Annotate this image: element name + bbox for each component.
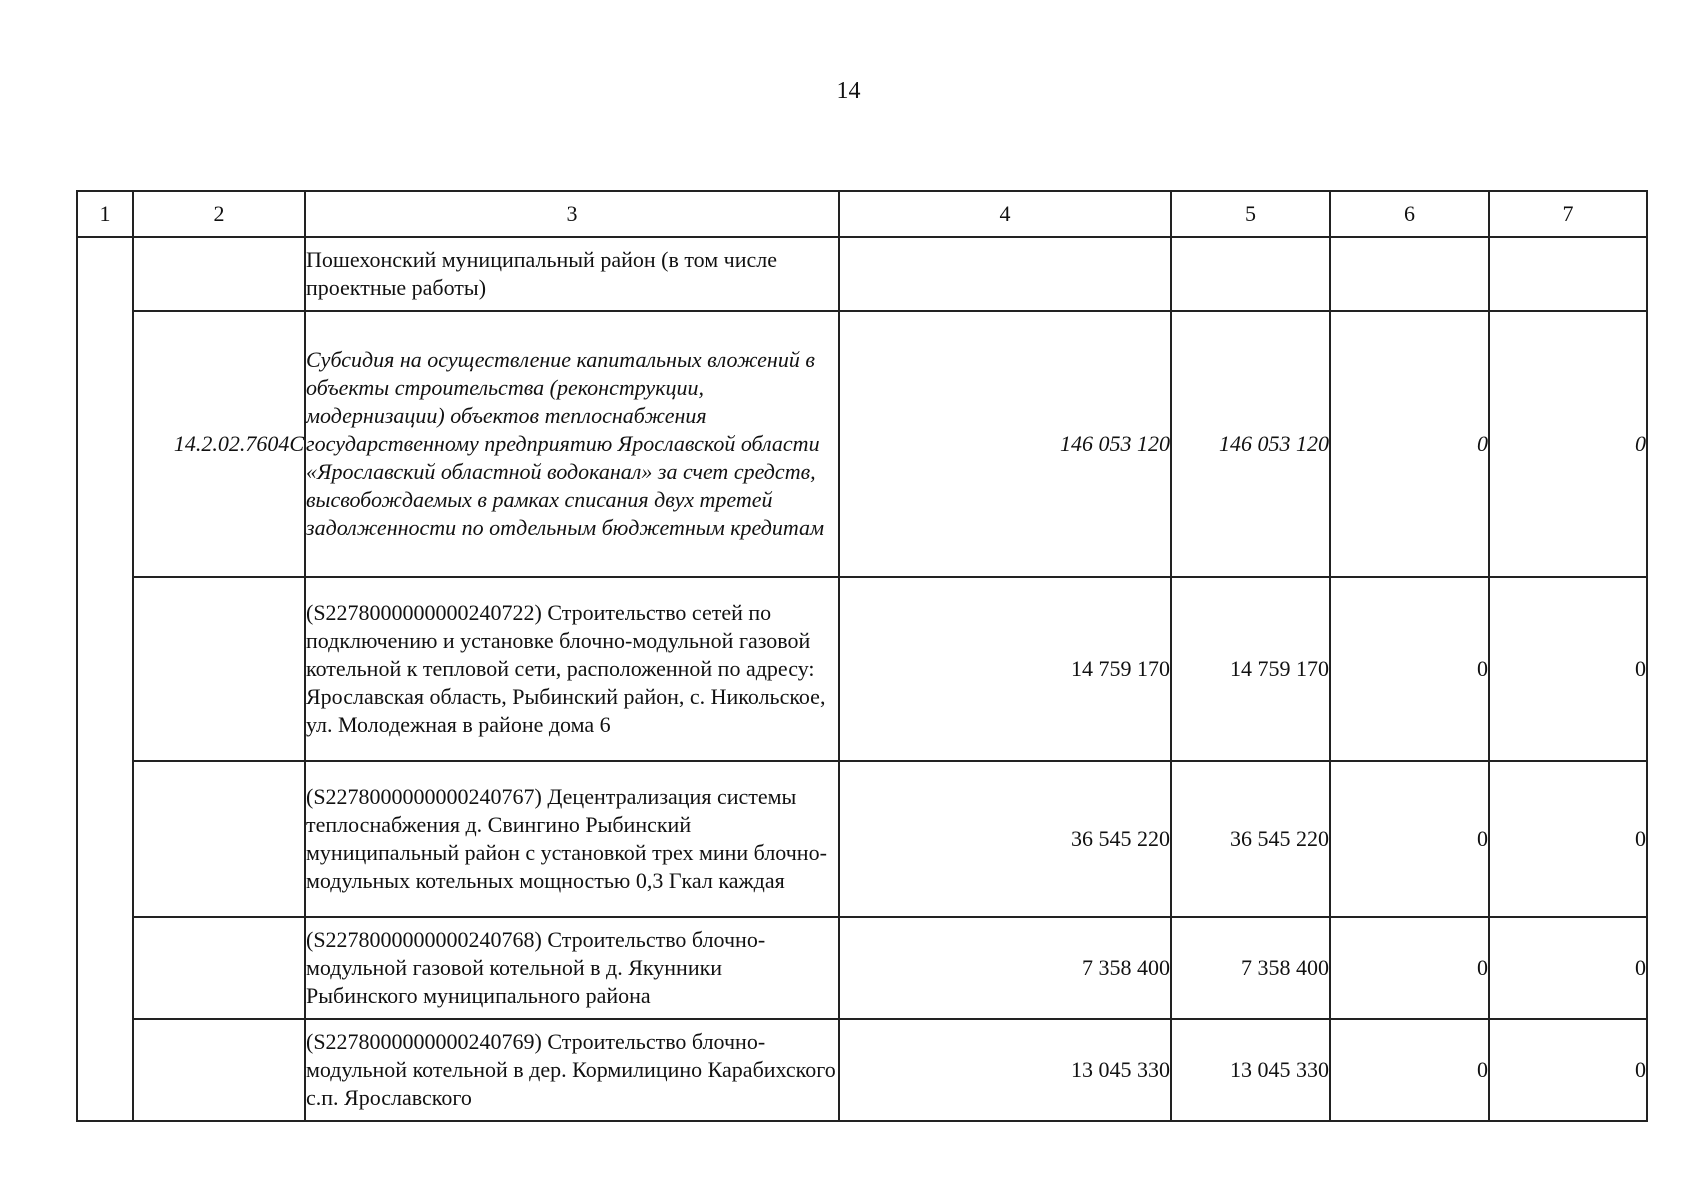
header-col-1: 1 [77,191,133,237]
row-col7: 0 [1489,917,1647,1019]
table-row [77,1019,1647,1121]
row-code [133,917,305,1019]
row-description: (S2278000000000240769) Строительство блочно-модульной котельной в дер. Кормилицино Карабихского с.п. Ярославского [305,1019,839,1121]
table-row [77,761,1647,917]
header-row [77,191,1647,237]
table-row [77,577,1647,761]
table-row [77,237,1647,311]
header-col-5: 5 [1171,191,1330,237]
merged-col-1-cell [77,237,133,1121]
row-col7: 0 [1489,577,1647,761]
row-code: 14.2.02.7604С [133,311,305,577]
table-row [77,311,1647,577]
row-col7: 0 [1489,761,1647,917]
row-col6: 0 [1330,311,1489,577]
row-col4: 14 759 170 [839,577,1171,761]
row-col6: 0 [1330,1019,1489,1121]
row-description: (S2278000000000240768) Строительство блочно-модульной газовой котельной в д. Якунники Рыбинского муниципального района [305,917,839,1019]
row-col6: 0 [1330,917,1489,1019]
row-col7: 0 [1489,311,1647,577]
header-col-7: 7 [1489,191,1647,237]
row-col5: 36 545 220 [1171,761,1330,917]
row-col7: 0 [1489,1019,1647,1121]
header-col-2: 2 [133,191,305,237]
row-col4: 146 053 120 [839,311,1171,577]
row-description: (S2278000000000240767) Децентрализация системы теплоснабжения д. Свингино Рыбинский муниципальный район с установкой трех мини блочно-модульных котельных мощностью 0,3 Гкал каждая [305,761,839,917]
page-number: 14 [836,78,861,104]
header-col-3: 3 [305,191,839,237]
row-col6 [1330,237,1489,311]
budget-table [76,190,1648,1122]
row-col4: 36 545 220 [839,761,1171,917]
row-col5: 7 358 400 [1171,917,1330,1019]
row-col6: 0 [1330,761,1489,917]
row-description: Пошехонский муниципальный район (в том числе проектные работы) [305,237,839,311]
row-col5: 13 045 330 [1171,1019,1330,1121]
row-code [133,1019,305,1121]
row-code [133,237,305,311]
row-code [133,761,305,917]
row-col5 [1171,237,1330,311]
row-col5: 14 759 170 [1171,577,1330,761]
row-description: (S2278000000000240722) Строительство сетей по подключению и установке блочно-модульной газовой котельной к тепловой сети, расположенной по адресу: Ярославская область, Рыбинский район, с. Никольское, ул. Молодежная в районе дома 6 [305,577,839,761]
table-row [77,917,1647,1019]
row-col4: 13 045 330 [839,1019,1171,1121]
row-col6: 0 [1330,577,1489,761]
row-col7 [1489,237,1647,311]
row-code [133,577,305,761]
row-col4 [839,237,1171,311]
header-col-4: 4 [839,191,1171,237]
row-col5: 146 053 120 [1171,311,1330,577]
row-description: Субсидия на осуществление капитальных вложений в объекты строительства (реконструкции, модернизации) объектов теплоснабжения государственному предприятию Ярославской области «Ярославский областной водоканал» за счет средств, высвобождаемых в рамках списания двух третей задолженности по отдельным бюджетным кредитам [305,311,839,577]
header-col-6: 6 [1330,191,1489,237]
row-col4: 7 358 400 [839,917,1171,1019]
